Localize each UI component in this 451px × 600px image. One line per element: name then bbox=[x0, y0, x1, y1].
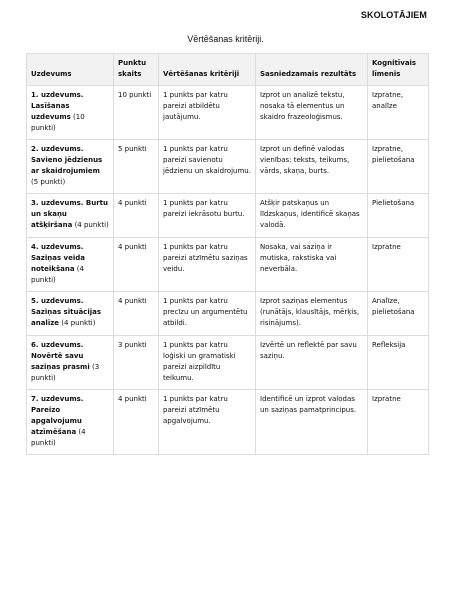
task-points: (4 punkti) bbox=[72, 221, 109, 229]
task-cell bbox=[27, 390, 114, 455]
criteria-cell: 1 punkts par katru pareizi savienotu jēdzienu un skaidrojumu. bbox=[159, 140, 256, 194]
points-cell: 10 punkti bbox=[114, 86, 159, 140]
column-header-points: Punktu skaits bbox=[114, 54, 159, 86]
table-row bbox=[27, 86, 429, 140]
table-row bbox=[27, 238, 429, 292]
criteria-cell: 1 punkts par katru pareizi iekrāsotu burtu. bbox=[159, 194, 256, 238]
points-cell: 4 punkti bbox=[114, 292, 159, 336]
task-cell bbox=[27, 292, 114, 336]
column-header-task: Uzdevums bbox=[27, 54, 114, 86]
task-cell bbox=[27, 238, 114, 292]
criteria-cell: 1 punkts par katru precīzu un argumentētu atbildi. bbox=[159, 292, 256, 336]
cognitive-level-cell: Analīze, pielietošana bbox=[368, 292, 429, 336]
task-points: (4 punkti) bbox=[31, 428, 86, 447]
column-header-result: Sasniedzamais rezultāts bbox=[256, 54, 368, 86]
task-points: (3 punkti) bbox=[31, 363, 100, 382]
task-cell bbox=[27, 86, 114, 140]
teacher-label: SKOLOTĀJIEM bbox=[360, 10, 427, 20]
points-cell: 4 punkti bbox=[114, 390, 159, 455]
table-row bbox=[27, 390, 429, 455]
table-body bbox=[27, 86, 429, 455]
result-cell: Atšķir patskaņus un līdzskaņus, identificē skaņas valodā. bbox=[256, 194, 368, 238]
criteria-cell: 1 punkts par katru pareizi atzīmētu saziņas veidu. bbox=[159, 238, 256, 292]
task-points: (4 punkti) bbox=[59, 319, 96, 327]
task-cell bbox=[27, 194, 114, 238]
table-row bbox=[27, 194, 429, 238]
table-row bbox=[27, 336, 429, 390]
cognitive-level-cell: Izpratne bbox=[368, 390, 429, 455]
column-header-cognitive-level: Kognitīvais līmenis bbox=[368, 54, 429, 86]
result-cell: Izprot saziņas elementus (runātājs, klausītājs, mērķis, risinājums). bbox=[256, 292, 368, 336]
result-cell: Izprot un analizē tekstu, nosaka tā elementus un skaidro frazeoloģismus. bbox=[256, 86, 368, 140]
table-header bbox=[27, 54, 429, 86]
points-cell: 4 punkti bbox=[114, 194, 159, 238]
points-cell: 3 punkti bbox=[114, 336, 159, 390]
cognitive-level-cell: Izpratne, pielietošana bbox=[368, 140, 429, 194]
cognitive-level-cell: Izpratne bbox=[368, 238, 429, 292]
task-name: 6. uzdevums. Novērtē savu saziņas prasmi bbox=[31, 341, 90, 371]
cognitive-level-cell: Izpratne, analīze bbox=[368, 86, 429, 140]
task-cell bbox=[27, 140, 114, 194]
cognitive-level-cell: Pielietošana bbox=[368, 194, 429, 238]
column-header-criteria: Vērtēšanas kritēriji bbox=[159, 54, 256, 86]
result-cell: Izvērtē un reflektē par savu saziņu. bbox=[256, 336, 368, 390]
task-name: 4. uzdevums. Saziņas veida noteikšana bbox=[31, 243, 85, 273]
result-cell: Nosaka, vai saziņa ir mutiska, rakstiska vai neverbāla. bbox=[256, 238, 368, 292]
table-row bbox=[27, 292, 429, 336]
result-cell: Identificē un izprot valodas un saziņas pamatprincipus. bbox=[256, 390, 368, 455]
task-points: (4 punkti) bbox=[31, 265, 84, 284]
task-points: (10 punkti) bbox=[31, 113, 85, 132]
task-name: 2. uzdevums. Savieno jēdzienus ar skaidrojumiem bbox=[31, 145, 103, 175]
criteria-cell: 1 punkts par katru pareizi atzīmētu apgalvojumu. bbox=[159, 390, 256, 455]
table-header-row bbox=[27, 54, 429, 86]
cognitive-level-cell: Refleksija bbox=[368, 336, 429, 390]
table-row bbox=[27, 140, 429, 194]
task-name: 7. uzdevums. Pareizo apgalvojumu atzīmēšana bbox=[31, 395, 84, 436]
task-cell bbox=[27, 336, 114, 390]
criteria-cell: 1 punkts par katru pareizi atbildētu jautājumu. bbox=[159, 86, 256, 140]
task-name: 5. uzdevums. Saziņas situācijas analīze bbox=[31, 297, 102, 327]
task-name: 1. uzdevums. Lasīšanas uzdevums bbox=[31, 91, 84, 121]
task-points: (5 punkti) bbox=[31, 178, 66, 186]
assessment-criteria-table bbox=[26, 53, 429, 455]
points-cell: 4 punkti bbox=[114, 238, 159, 292]
criteria-cell: 1 punkts par katru loģiski un gramatiski pareizi aizpildītu teikumu. bbox=[159, 336, 256, 390]
document-title: Vērtēšanas kritēriji. bbox=[187, 34, 264, 44]
task-name: 3. uzdevums. Burtu un skaņu atšķiršana bbox=[31, 199, 108, 229]
result-cell: Izprot un definē valodas vienības: teksts, teikums, vārds, skaņa, burts. bbox=[256, 140, 368, 194]
points-cell: 5 punkti bbox=[114, 140, 159, 194]
